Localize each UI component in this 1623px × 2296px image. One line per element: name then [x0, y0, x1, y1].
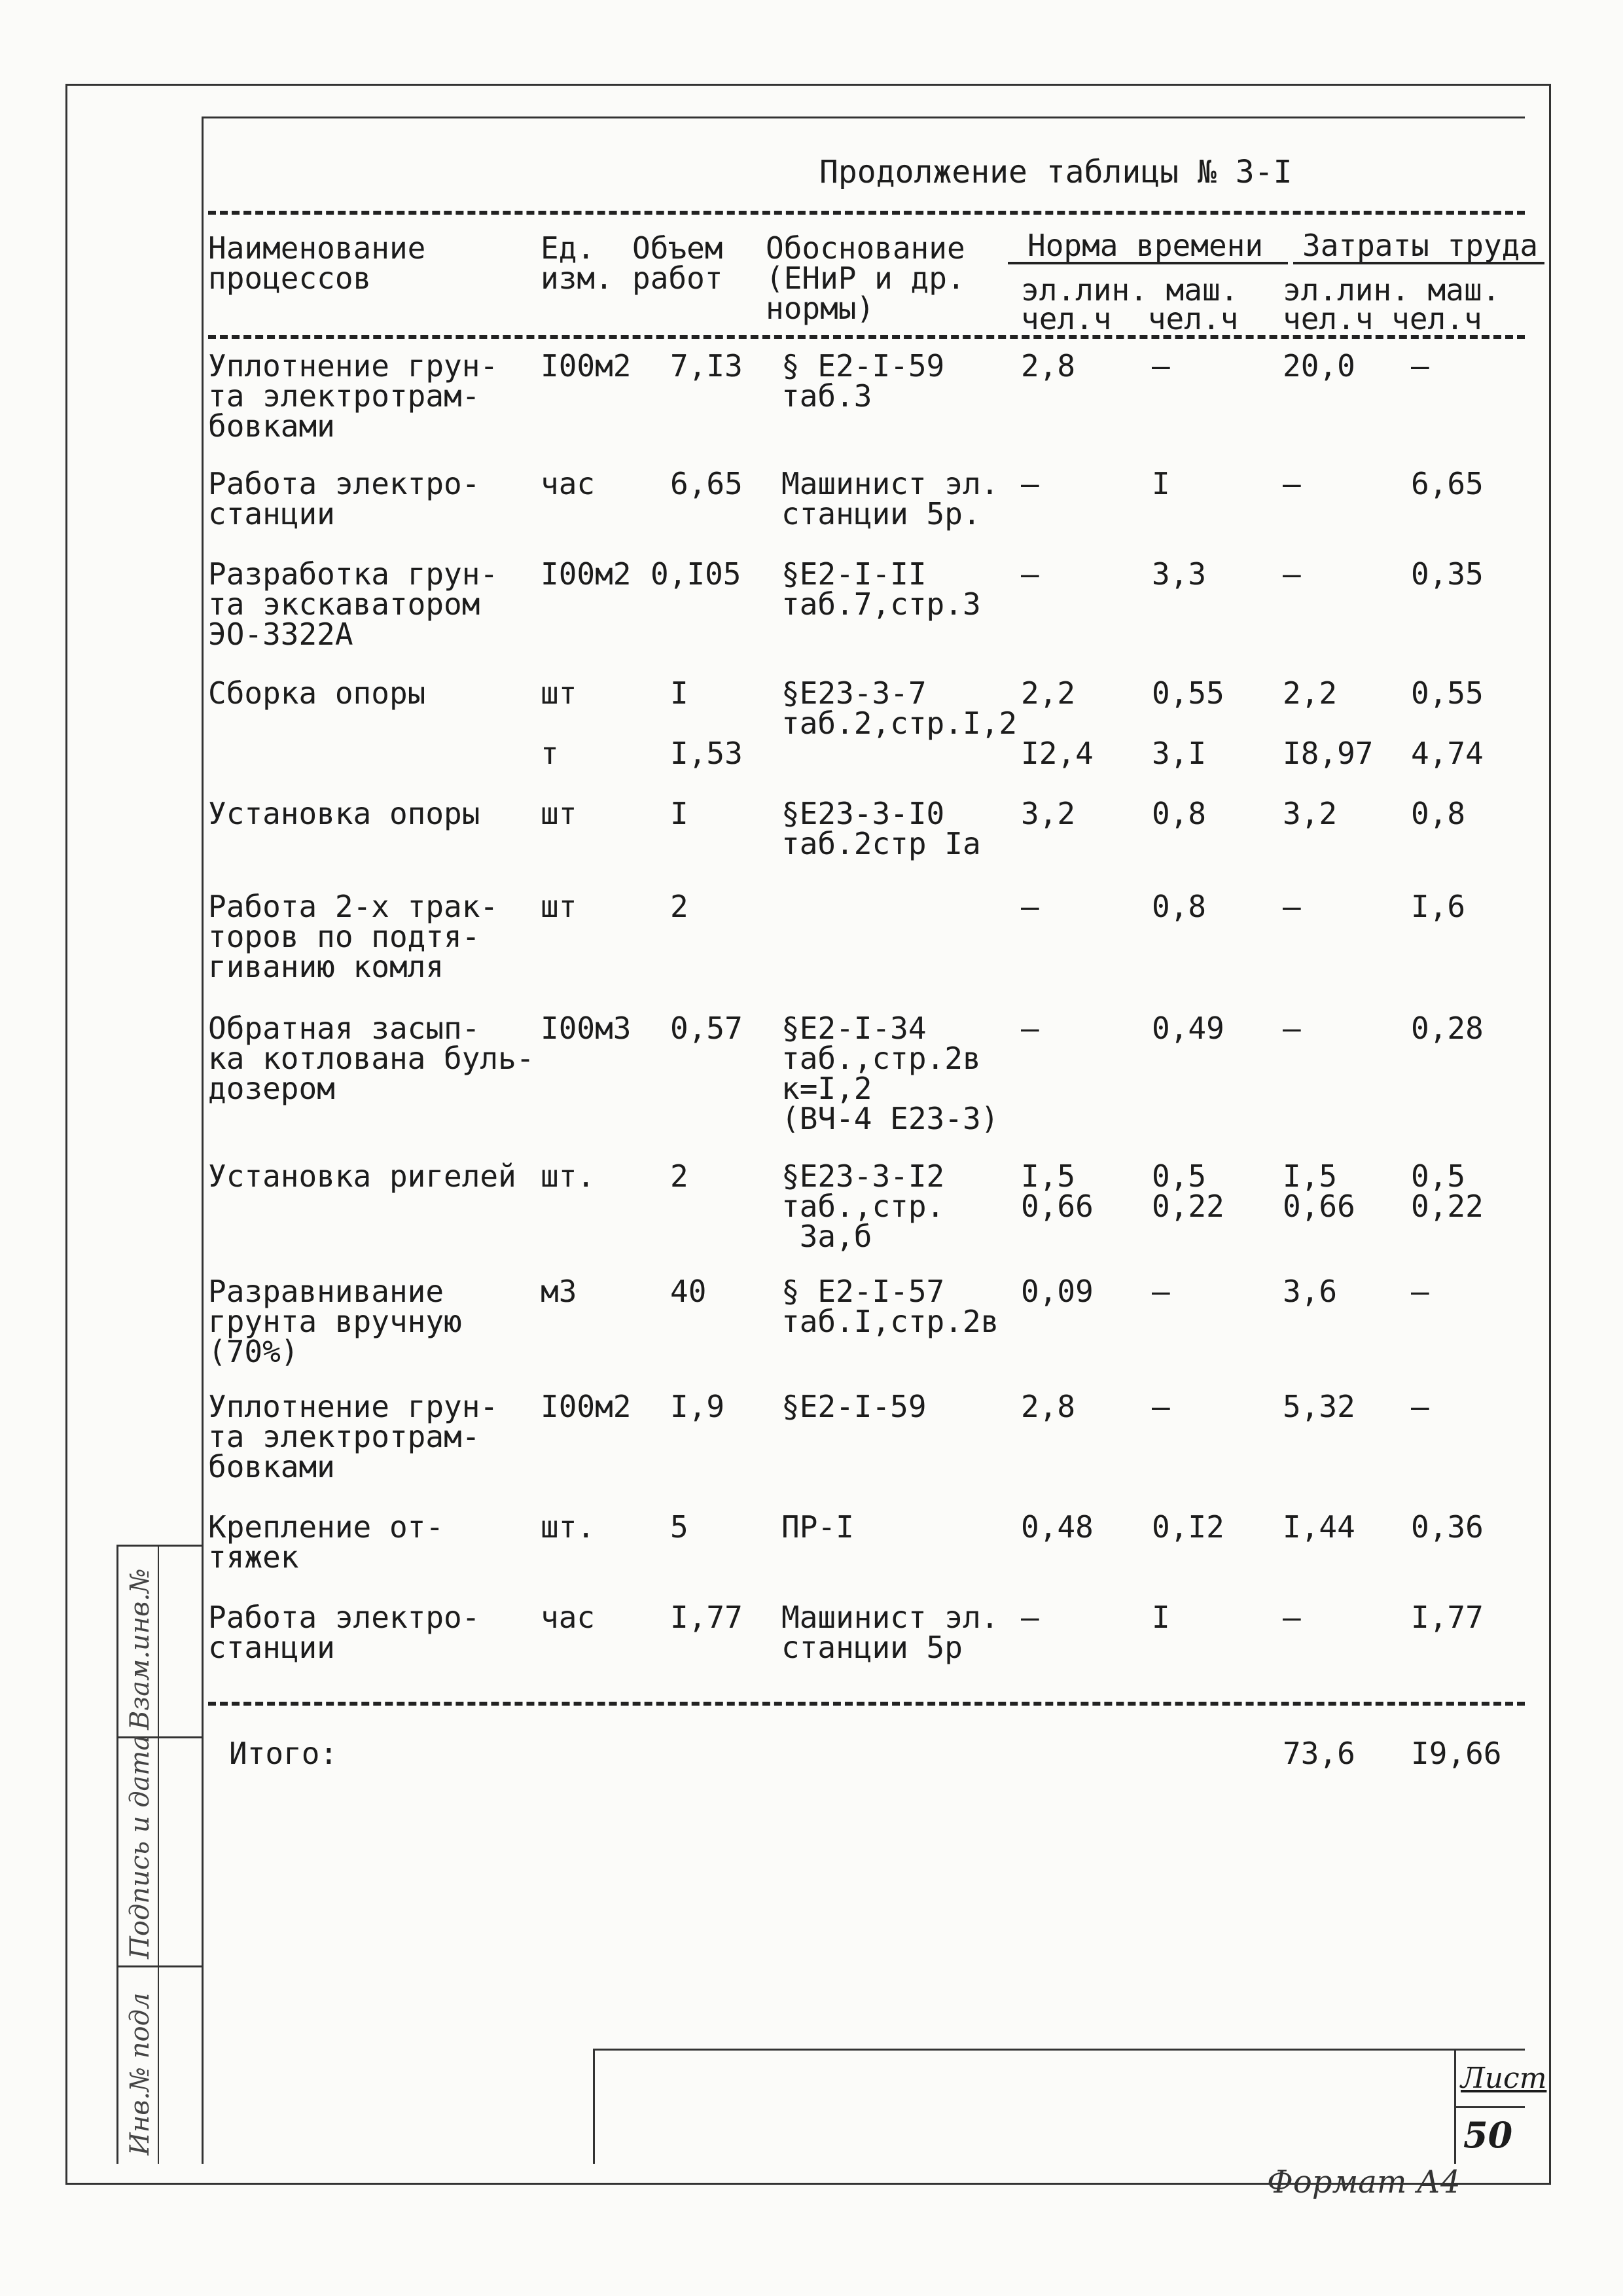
row-2-unit: I00м2 — [541, 556, 632, 592]
continuation-title: Продолжение таблицы № 3-I — [819, 154, 1293, 190]
row-1-cost-el: – — [1283, 466, 1301, 501]
row-1-basis: Машинист эл. станции 5р. — [781, 466, 999, 531]
row-10-unit: шт. — [541, 1509, 596, 1545]
row-1-norm-el: – — [1021, 466, 1039, 501]
row-6-cost-mash: 0,28 — [1411, 1011, 1484, 1046]
row-1-volume: 6,65 — [670, 466, 743, 501]
header-norm-units: чел.ч чел.ч — [1021, 301, 1239, 336]
row-8-volume: 40 — [670, 1274, 707, 1309]
row-10-volume: 5 — [670, 1509, 688, 1545]
header-volume: Объем работ — [632, 230, 723, 296]
row-2-volume: 0,I05 — [651, 556, 741, 592]
row-5-norm-el: – — [1021, 889, 1039, 924]
row-3-process: Сборка опоры — [208, 675, 426, 711]
row-10-norm-el: 0,48 — [1021, 1509, 1094, 1545]
header-unit: Ед. изм. — [541, 230, 613, 296]
row-6-norm-mash: 0,49 — [1152, 1011, 1224, 1046]
row-6-norm-el: – — [1021, 1011, 1039, 1046]
row-1-norm-mash: I — [1152, 466, 1170, 501]
row-2-process: Разработка грун- та экскаватором ЭО-3322А — [208, 556, 499, 652]
row-7-cost-el: I,5 0,66 — [1283, 1158, 1355, 1224]
row-5-norm-mash: 0,8 — [1152, 889, 1207, 924]
row-4-unit: шт — [541, 796, 577, 831]
total-rule — [208, 1702, 1525, 1706]
row-6-volume: 0,57 — [670, 1011, 743, 1046]
row-0-cost-mash: – — [1411, 348, 1429, 384]
row-1-cost-mash: 6,65 — [1411, 466, 1484, 501]
row-2-norm-mash: 3,3 — [1152, 556, 1207, 592]
row-7-basis: §Е23-3-I2 таб.,стр. 3а,б — [781, 1158, 945, 1254]
row-5-cost-el: – — [1283, 889, 1301, 924]
row-2-cost-el: – — [1283, 556, 1301, 592]
row-4-norm-mash: 0,8 — [1152, 796, 1207, 831]
row-8-unit: м3 — [541, 1274, 577, 1309]
row-5-volume: 2 — [670, 889, 688, 924]
row-11-cost-el: – — [1283, 1600, 1301, 1635]
row-11-cost-mash: I,77 — [1411, 1600, 1484, 1635]
row-4-cost-el: 3,2 — [1283, 796, 1338, 831]
binding-strip — [116, 1545, 202, 2164]
row-4-cost-mash: 0,8 — [1411, 796, 1466, 831]
row-0-norm-mash: – — [1152, 348, 1170, 384]
row-2-basis: §Е2-I-II таб.7,стр.3 — [781, 556, 981, 622]
row-0-norm-el: 2,8 — [1021, 348, 1076, 384]
row-7-process: Установка ригелей — [208, 1158, 516, 1194]
row-7-unit: шт. — [541, 1158, 596, 1194]
header-norm-sub: эл.лин. маш. — [1021, 272, 1239, 308]
row-9-process: Уплотнение грун- та электротрам- бовками — [208, 1389, 499, 1484]
row-9-cost-el: 5,32 — [1283, 1389, 1355, 1424]
row-9-norm-mash: – — [1152, 1389, 1170, 1424]
stamp-sign-date: Подпись и дата — [125, 1734, 155, 1959]
sheet-number: 50 — [1463, 2114, 1513, 2156]
header-cost-sub: эл.лин. маш. — [1283, 272, 1501, 308]
sheet-cell-divider — [1454, 2106, 1525, 2108]
row-10-basis: ПР-I — [781, 1509, 854, 1545]
row-6-unit: I00м3 — [541, 1011, 632, 1046]
header-basis: Обоснование (ЕНиР и др. нормы) — [766, 230, 965, 326]
total-cost-el: 73,6 — [1283, 1736, 1355, 1771]
row-7-norm-mash: 0,5 0,22 — [1152, 1158, 1224, 1224]
total-cost-mash: I9,66 — [1411, 1736, 1502, 1771]
row-7-volume: 2 — [670, 1158, 688, 1194]
header-cost-units: чел.ч чел.ч — [1283, 301, 1482, 336]
row-11-process: Работа электро- станции — [208, 1600, 480, 1665]
row-10-cost-mash: 0,36 — [1411, 1509, 1484, 1545]
row-0-cost-el: 20,0 — [1283, 348, 1355, 384]
row-9-cost-mash: – — [1411, 1389, 1429, 1424]
row-1-unit: час — [541, 466, 596, 501]
stamp-inv-orig: Инв.№ подл — [125, 1992, 155, 2155]
row-4-process: Установка опоры — [208, 796, 480, 831]
row-11-basis: Машинист эл. станции 5р — [781, 1600, 999, 1665]
row-1-process: Работа электро- станции — [208, 466, 480, 531]
row-8-process: Разравнивание грунта вручную (70%) — [208, 1274, 462, 1369]
header-top-rule — [208, 211, 1525, 215]
row-7-norm-el: I,5 0,66 — [1021, 1158, 1094, 1224]
row-3-basis: §Е23-3-7 таб.2,стр.I,2 — [781, 675, 1018, 741]
sheet-label: Лист — [1461, 2062, 1547, 2095]
row-3-unit: шт т — [541, 675, 577, 771]
row-3-cost-el: 2,2 I8,97 — [1283, 675, 1374, 771]
row-9-unit: I00м2 — [541, 1389, 632, 1424]
row-6-process: Обратная засып- ка котлована буль- дозером — [208, 1011, 535, 1106]
row-9-volume: I,9 — [670, 1389, 725, 1424]
row-3-cost-mash: 0,55 4,74 — [1411, 675, 1484, 771]
stamp-vzam-inv: Взам.инв.№ — [125, 1568, 155, 1730]
row-0-unit: I00м2 — [541, 348, 632, 384]
row-4-norm-el: 3,2 — [1021, 796, 1076, 831]
row-2-norm-el: – — [1021, 556, 1039, 592]
row-3-norm-mash: 0,55 3,I — [1152, 675, 1224, 771]
header-cost-group: Затраты труда — [1302, 228, 1539, 263]
row-11-norm-mash: I — [1152, 1600, 1170, 1635]
row-8-basis: § Е2-I-57 таб.I,стр.2в — [781, 1274, 999, 1339]
row-5-cost-mash: I,6 — [1411, 889, 1466, 924]
row-5-process: Работа 2-х трак- торов по подтя- гиванию комля — [208, 889, 499, 984]
row-0-volume: 7,I3 — [670, 348, 743, 384]
row-3-volume: I I,53 — [670, 675, 743, 771]
row-4-volume: I — [670, 796, 688, 831]
row-8-norm-el: 0,09 — [1021, 1274, 1094, 1309]
row-7-cost-mash: 0,5 0,22 — [1411, 1158, 1484, 1224]
row-6-basis: §Е2-I-34 таб.,стр.2в к=I,2 (ВЧ-4 Е23-3) — [781, 1011, 999, 1136]
row-8-cost-el: 3,6 — [1283, 1274, 1338, 1309]
row-10-norm-mash: 0,I2 — [1152, 1509, 1224, 1545]
header-norm-group: Норма времени — [1027, 228, 1264, 263]
row-2-cost-mash: 0,35 — [1411, 556, 1484, 592]
row-8-norm-mash: – — [1152, 1274, 1170, 1309]
title-block — [593, 2049, 1525, 2164]
row-0-process: Уплотнение грун- та электротрам- бовками — [208, 348, 499, 444]
cost-group-rule — [1293, 262, 1544, 264]
row-11-volume: I,77 — [670, 1600, 743, 1635]
row-9-norm-el: 2,8 — [1021, 1389, 1076, 1424]
strip-column-divider — [158, 1547, 159, 2164]
row-10-process: Крепление от- тяжек — [208, 1509, 444, 1575]
format-label: Формат А4 — [1267, 2164, 1461, 2200]
row-10-cost-el: I,44 — [1283, 1509, 1355, 1545]
row-3-norm-el: 2,2 I2,4 — [1021, 675, 1094, 771]
row-5-unit: шт — [541, 889, 577, 924]
strip-divider — [118, 1965, 202, 1967]
row-11-norm-el: – — [1021, 1600, 1039, 1635]
norm-group-rule — [1008, 262, 1288, 264]
row-6-cost-el: – — [1283, 1011, 1301, 1046]
row-9-basis: §Е2-I-59 — [781, 1389, 927, 1424]
row-8-cost-mash: – — [1411, 1274, 1429, 1309]
row-4-basis: §Е23-3-I0 таб.2стр Iа — [781, 796, 981, 861]
row-0-basis: § Е2-I-59 таб.3 — [781, 348, 945, 414]
header-process: Наименование процессов — [208, 230, 426, 296]
row-11-unit: час — [541, 1600, 596, 1635]
total-label: Итого: — [229, 1736, 338, 1771]
